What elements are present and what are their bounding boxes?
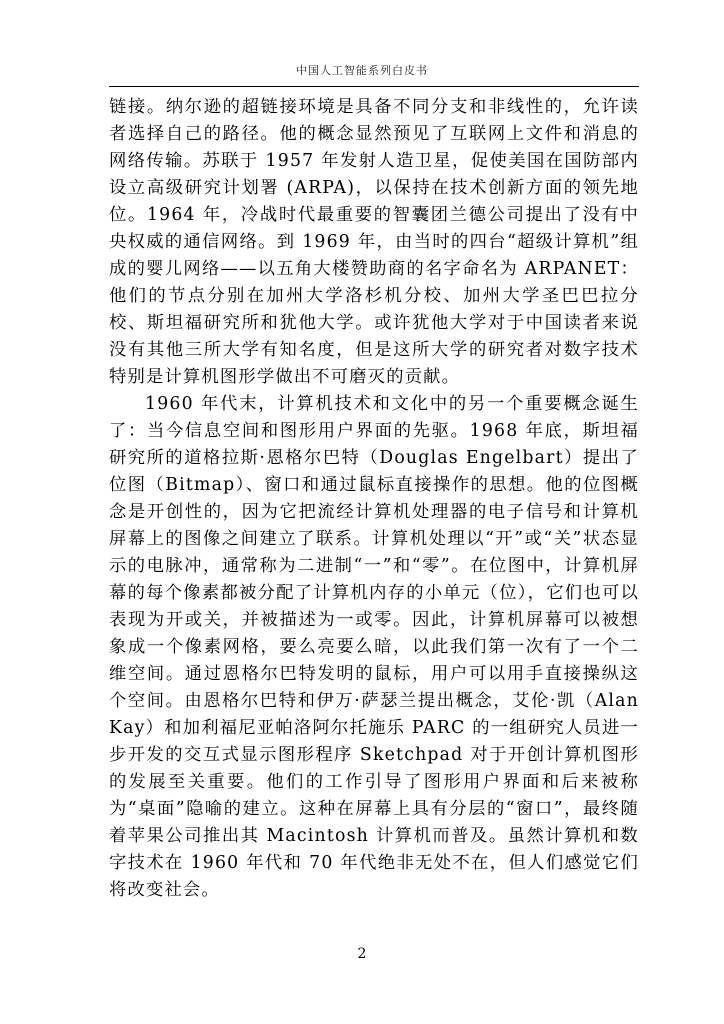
paragraph-gui-history: 1960 年代末，计算机技术和文化中的另一个重要概念诞生了：当今信息空间和图形用户界面的先驱。1968 年底，斯坦福研究所的道格拉斯·恩格尔巴特（Douglas Engelbart）提出了位图（Bitmap）、窗口和通过鼠标直接操作的思想。他的位图概念是开创性的，因为它把流经计算机处理器的电子信号和计算机屏幕上的图像之间建立了联系。计算机处理以“开”或“关”状态显示的电脉冲，通常称为二进制“一”和“零”。在位图中，计算机屏幕的每个像素都被分配了计算机内存的小单元（位），它们也可以表现为开或关，并被描述为一或零。因此，计算机屏幕可以被想象成一个像素网格，要么亮要么暗，以此我们第一次有了一个二维空间。通过恩格尔巴特发明的鼠标，用户可以用手直接操纵这个空间。由恩格尔巴特和伊万·萨瑟兰提出概念，艾伦·凯（Alan Kay）和加利福尼亚帕洛阿尔托施乐 PARC 的一组研究人员进一步开发的交互式显示图形程序 Sketchpad 对于开创计算机图形的发展至关重要。他们的工作引导了图形用户界面和后来被称为“桌面”隐喻的建立。这种在屏幕上具有分层的“窗口”，最终随着苹果公司推出其 Macintosh 计算机而普及。虽然计算机和数字技术在 1960 年代和 70 年代绝非无处不在，但人们感觉它们将改变社会。 [109,394,639,900]
page-number: 2 [357,946,367,962]
paragraph-continued: 链接。纳尔逊的超链接环境是具备不同分支和非线性的，允许读者选择自己的路径。他的概念显然预见了互联网上文件和消息的网络传输。苏联于 1957 年发射人造卫星，促使美国在国防部内设立高级研究计划署 (ARPA)，以保持在技术创新方面的领先地位。1964 年，冷战时代最重要的智囊团兰德公司提出了没有中央权威的通信网络。到 1969 年，由当时的四台“超级计算机”组成的婴儿网络——以五角大楼赞助商的名字命名为 ARPANET：他们的节点分别在加州大学洛杉机分校、加州大学圣巴巴拉分校、斯坦福研究所和犹他大学。或许犹他大学对于中国读者来说没有其他三所大学有知名度，但是这所大学的研究者对数字技术特别是计算机图形学做出不可磨灭的贡献。 [109,97,639,387]
header-rule [109,86,639,87]
body-text [109,94,639,904]
running-header: 中国人工智能系列白皮书 [296,64,428,77]
